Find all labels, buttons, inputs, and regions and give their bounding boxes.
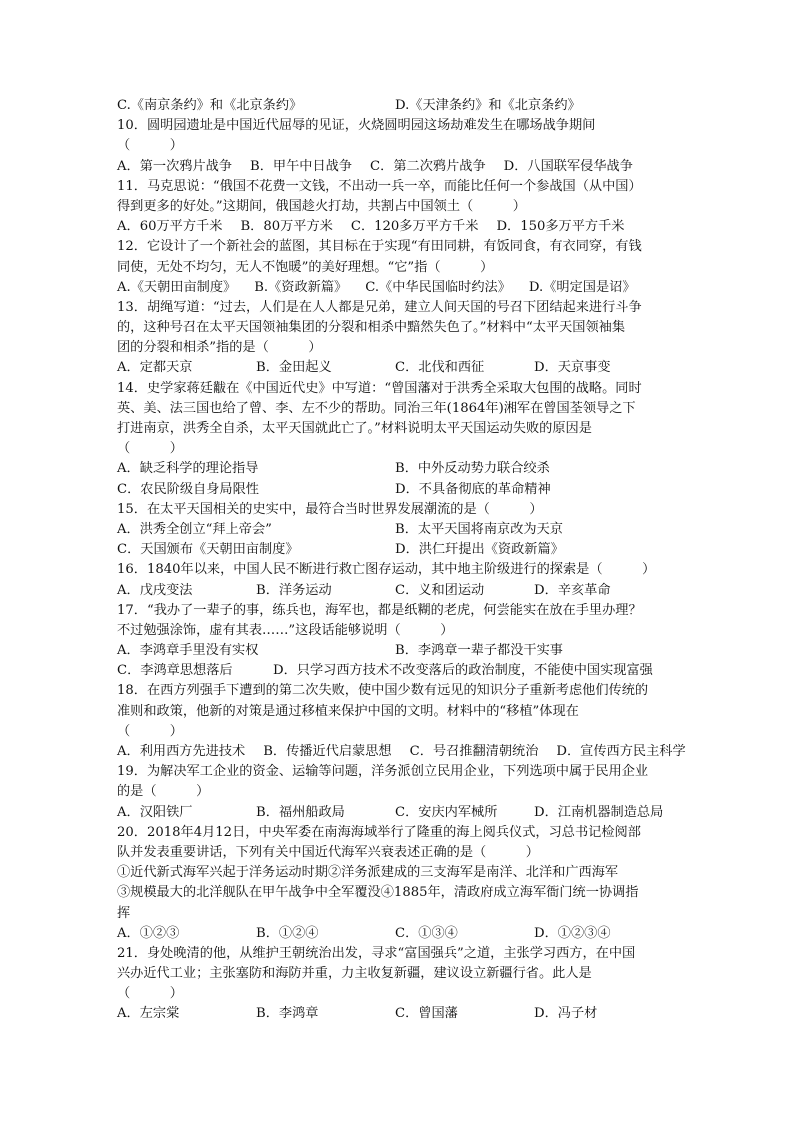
q18-options (117, 742, 686, 762)
q13-option-a: A．定都天京 (117, 360, 193, 376)
q10-option-d: D．八国联军侵华战争 (503, 158, 633, 174)
q12-option-b: B.《资政新篇》 (254, 279, 348, 295)
q18-option-c: C．号召推翻清朝统治 (409, 744, 539, 759)
q10-options (117, 157, 677, 177)
q20-line-5: 挥 (117, 905, 131, 921)
q15-options-ab (117, 520, 677, 540)
q13-line-2: 的，这种号召在太平天国领袖集团的分裂和相杀中黯然失色了。”材料中“太平天国领袖集 (117, 320, 626, 336)
q21-blank: （ ） (117, 986, 183, 1002)
q19-option-a: A．汉阳铁厂 (117, 804, 193, 820)
q19-options (117, 803, 677, 823)
q16-option-b: B．洋务运动 (256, 582, 332, 598)
q19-option-d: D．江南机器制造总局 (534, 804, 664, 820)
q18-option-b: B．传播近代启蒙思想 (263, 744, 392, 759)
q21-line-1: 21．身处晚清的他，从维护王朝统治出发，寻求“富国强兵”之道，主张学习西方，在中国 (117, 945, 636, 961)
q14-line-1: 14．史学家蒋廷黻在《中国近代史》中写道：“曾国藩对于洪秀全采取大包围的战略。同时 (117, 380, 642, 396)
q11-option-d: D．150多万平方千米 (496, 219, 625, 235)
q14-options-ab (117, 459, 677, 479)
q13-option-c: C．北伐和西征 (395, 360, 485, 376)
q15-option-b: B．太平天国将南京改为天京 (395, 521, 563, 537)
q17-line-1: 17．“我办了一辈子的事，练兵也，海军也，都是纸糊的老虎，何尝能实在放在手里办理？ (117, 602, 642, 618)
q13-line-3: 团的分裂和相杀”指的是（ ） (117, 340, 322, 356)
q10-stem: 10．圆明园遗址是中国近代屈辱的见证，火烧圆明园这场劫难发生在哪场战争期间 (117, 118, 596, 134)
q17-option-c: C．李鸿章思想落后 (117, 663, 233, 679)
q16-option-c: C．义和团运动 (395, 582, 485, 598)
q21-option-c: C．曾国藩 (395, 1006, 458, 1022)
q13-options (117, 358, 677, 378)
q17-option-a: A．李鸿章手里没有实权 (117, 643, 259, 659)
q16-options (117, 581, 677, 601)
q15-option-d: D．洪仁玕提出《资政新篇》 (395, 542, 564, 558)
q10-option-b: B．甲午中日战争 (250, 158, 353, 174)
q15-stem: 15．在太平天国相关的史实中，最符合当时世界发展潮流的是（ ） (117, 501, 543, 517)
q14-options-cd (117, 480, 677, 500)
q9-options (117, 96, 677, 116)
q14-option-d: D．不具备彻底的革命精神 (395, 481, 551, 497)
q20-options (117, 924, 677, 944)
q19-option-c: C．安庆内军械所 (395, 804, 498, 820)
q11-line-2: 得到更多的好处。”这期间，俄国趁火打劫，共割占中国领土（ ） (117, 198, 526, 214)
q18-option-a: A．利用西方先进技术 (117, 744, 246, 759)
q12-option-d: D.《明定国是诏》 (528, 279, 636, 295)
q14-blank: （ ） (117, 441, 183, 457)
q14-option-c: C．农民阶级自身局限性 (117, 481, 259, 497)
q12-line-2: 同使，无处不均匀，无人不饱暖”的美好理想。“它”指（ ） (117, 259, 494, 275)
q9-option-c: C.《南京条约》和《北京条约》 (117, 98, 303, 113)
q19-line-2: 的是（ ） (117, 784, 210, 800)
q19-option-b: B．福州船政局 (256, 804, 345, 820)
question-list (117, 96, 686, 1025)
q10-option-c: C．第二次鸦片战争 (370, 158, 486, 174)
q18-line-2: 准则和政策，他新的对策是通过移植来保护中国的文明。材料中的“移植”体现在 (117, 703, 579, 719)
q11-line-1: 11．马克思说：“俄国不花费一文钱，不出动一兵一卒，而能比任何一个参战国（从中国） (117, 178, 642, 194)
q17-option-b: B．李鸿章一辈子都没干实事 (395, 643, 563, 659)
q20-line-1: 20．2018年4月12日，中央军委在南海海域举行了隆重的海上阅兵仪式，习总书记检阅部 (117, 824, 641, 840)
q16-option-d: D．辛亥革命 (534, 582, 611, 598)
q15-options-cd (117, 540, 677, 560)
q20-option-d: D．①②③④ (534, 925, 611, 941)
q13-option-b: B．金田起义 (256, 360, 332, 376)
q9-option-d: D.《天津条约》和《北京条约》 (395, 98, 581, 113)
q12-options (117, 278, 677, 298)
q14-line-3: 打进南京，洪秀全自杀，太平天国就此亡了。”材料说明太平天国运动失败的原因是 (117, 421, 592, 436)
q20-line-3: ①近代新式海军兴起于洋务运动时期②洋务派建成的三支海军是南洋、北洋和广西海军 (117, 865, 619, 881)
q21-option-d: D．冯子材 (534, 1006, 598, 1022)
q14-option-a: A．缺乏科学的理论指导 (117, 461, 259, 477)
q18-blank: （ ） (117, 723, 183, 739)
q14-line-2: 英、美、法三国也给了曾、李、左不少的帮助。同治三年(1864年)湘军在曾国荃领导之下 (117, 400, 636, 416)
q20-option-b: B．①②④ (256, 925, 319, 941)
q12-line-1: 12．它设计了一个新社会的蓝图，其目标在于实现“有田同耕，有饭同食，有衣同穿，有钱 (117, 239, 642, 255)
q14-option-b: B．中外反动势力联合绞杀 (395, 461, 550, 477)
q10-blank: （ ） (117, 138, 183, 154)
q21-options (117, 1004, 677, 1024)
q20-line-2: 队并发表重要讲话，下列有关中国近代海军兴衰表述正确的是（ ） (117, 844, 539, 860)
q18-line-1: 18．在西方列强手下遭到的第二次失败，使中国少数有远见的知识分子重新考虑他们传统的 (117, 683, 649, 699)
q19-line-1: 19．为解决军工企业的资金、运输等问题，洋务派创立民用企业，下列选项中属于民用企业 (117, 764, 649, 780)
q20-line-4: ③规模最大的北洋舰队在甲午战争中全军覆没④1885年，清政府成立海军衙门统一协调指 (117, 885, 639, 901)
q20-option-a: A．①②③ (117, 925, 180, 941)
q12-option-a: A.《天朝田亩制度》 (117, 279, 237, 295)
q13-line-1: 13．胡绳写道：“过去，人们是在人人都是兄弟，建立人间天国的号召下团结起来进行斗争 (117, 299, 642, 315)
q11-option-a: A．60万平方千米 (117, 219, 223, 235)
q12-option-c: C.《中华民国临时约法》 (365, 279, 511, 295)
q16-option-a: A．戊戌变法 (117, 582, 193, 598)
q13-option-d: D．天京事变 (534, 360, 611, 376)
q21-line-2: 兴办近代工业；主张塞防和海防并重，力主收复新疆，建议设立新疆行省。此人是 (117, 966, 592, 982)
q11-option-c: C．120多万平方千米 (350, 219, 479, 235)
q17-options-ab (117, 641, 677, 661)
q16-stem: 16．1840年以来，中国人民不断进行救亡图存运动，其中地主阶级进行的探索是（ ） (117, 562, 656, 578)
q17-option-d: D．只学习西方技术不改变落后的政治制度，不能使中国实现富强 (273, 663, 653, 679)
q10-option-a: A．第一次鸦片战争 (117, 158, 233, 174)
q11-option-b: B．80万平方米 (240, 219, 333, 235)
q15-option-c: C．天国颁布《天朝田亩制度》 (117, 542, 299, 558)
q15-option-a: A．洪秀全创立“拜上帝会” (117, 521, 272, 537)
q20-option-c: C．①③④ (395, 925, 458, 941)
q11-options (117, 217, 677, 237)
q17-line-2: 不过勉强涂饰，虚有其表……”这段话能够说明（ ） (117, 622, 454, 638)
q21-option-a: A．左宗棠 (117, 1006, 180, 1022)
q18-option-d: D．宣传西方民主科学 (556, 744, 686, 759)
q17-options-cd (117, 661, 677, 681)
q21-option-b: B．李鸿章 (256, 1006, 319, 1022)
